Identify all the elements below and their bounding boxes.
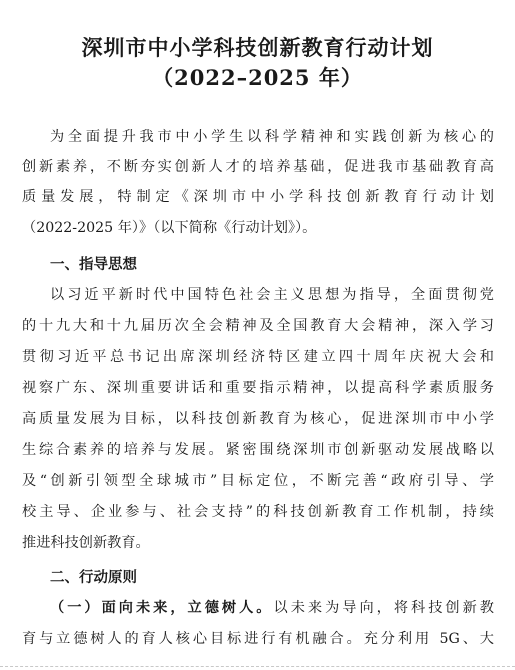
intro-line: （2022-2025 年）》（以下简称《行动计划》）。	[22, 220, 317, 236]
section2-item1-line	[50, 598, 494, 618]
section1-line: 视察广东、深圳重要讲话和重要指示精神，以提高科学素质服务	[22, 380, 494, 396]
section1-line: 贯彻习近平总书记出席深圳经济特区建立四十周年庆祝大会和	[22, 349, 494, 365]
intro-line: 创新素养，不断夯实创新人才的培养基础，促进我市基础教育高	[22, 159, 494, 175]
section1-line: 及“创新引领型全球城市”目标定位，不断完善“政府引导、学	[22, 473, 494, 489]
intro-line: 质量发展，特制定《深圳市中小学科技创新教育行动计划	[22, 189, 494, 205]
page-edge-divider	[0, 666, 515, 668]
section2-item1-title: （一）面向未来，立德树人。	[50, 600, 274, 616]
section-heading-action-principles: 二、行动原则	[50, 570, 137, 586]
intro-line: 为全面提升我市中小学生以科学精神和实践创新为核心的	[50, 129, 494, 145]
section1-line: 高质量发展为目标，以科技创新教育为核心，促进深圳市中小学	[22, 411, 494, 427]
document-title: 深圳市中小学科技创新教育行动计划	[81, 35, 434, 60]
section1-line: 的十九大和十九届历次全会精神及全国教育大会精神，深入学习	[22, 318, 494, 334]
section2-item1-line: 育与立德树人的育人核心目标进行有机融合。充分利用 5G、大	[22, 631, 494, 647]
section1-line: 生综合素养的培养与发展。紧密围绕深圳市创新驱动发展战略以	[22, 442, 494, 458]
document-subtitle: （2022–2025 年）	[152, 65, 363, 90]
section-heading-guiding-ideology: 一、指导思想	[50, 257, 137, 273]
section1-line: 推进科技创新教育。	[22, 535, 150, 551]
section2-item1-text: 以未来为导向，将科技创新教	[273, 600, 494, 616]
section1-line: 校主导、企业参与、社会支持”的科技创新教育工作机制，持续	[22, 504, 494, 520]
section1-line: 以习近平新时代中国特色社会主义思想为指导，全面贯彻党	[50, 287, 494, 303]
